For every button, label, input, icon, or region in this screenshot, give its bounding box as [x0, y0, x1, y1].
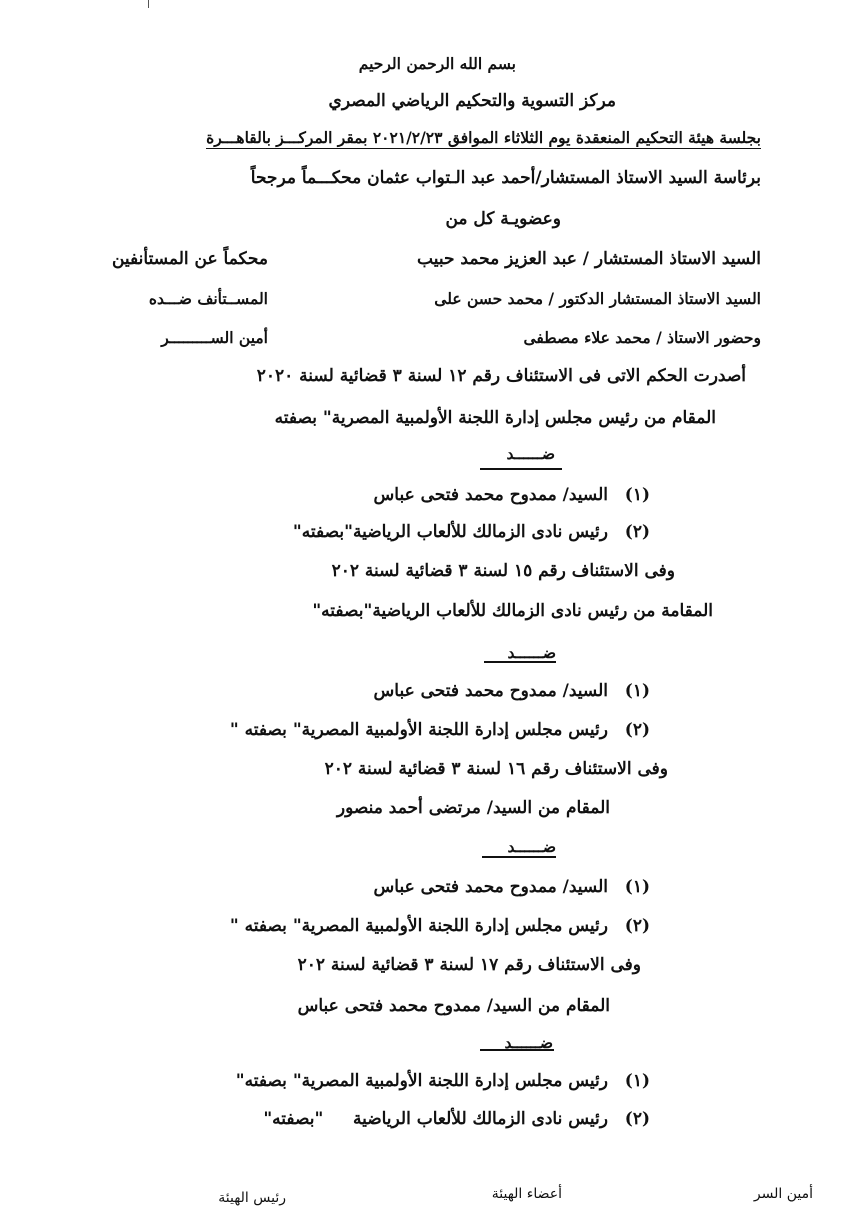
panel-member-role: المســتأنف ضـــده [148, 289, 268, 308]
respondent-number: (١) [624, 681, 650, 701]
against-label: ضــــــد [507, 837, 556, 856]
respondent-text: السيد/ ممدوح محمد فتحى عباس [373, 877, 608, 897]
respondent-number: (١) [624, 485, 650, 505]
presidency-line: برئاسة السيد الاستاذ المستشار/أحمد عبد الـتواب عثمان محكـــماً مرجحاً [250, 168, 761, 188]
against-underline [482, 856, 556, 858]
center-name: مركز التسوية والتحكيم الرياضي المصري [328, 91, 616, 111]
respondent-item [374, 683, 650, 700]
appeal-appellant: المقام من رئيس مجلس إدارة اللجنة الأولمبية المصرية" بصفته [274, 408, 716, 428]
respondent-text: السيد/ ممدوح محمد فتحى عباس [373, 681, 608, 701]
respondent-number: (٢) [624, 522, 650, 542]
footer-members: أعضاء الهيئة [491, 1186, 562, 1202]
margin-tick [148, 0, 149, 8]
respondent-item [374, 879, 650, 896]
appeal-appellant: المقامة من رئيس نادى الزمالك للألعاب الرياضية"بصفته" [312, 601, 713, 621]
respondent-number: (١) [624, 1071, 650, 1091]
basmala: بسم الله الرحمن الرحيم [358, 54, 516, 73]
respondent-text: رئيس مجلس إدارة اللجنة الأولمبية المصرية" بصفته " [229, 916, 608, 936]
respondent-number: (١) [624, 877, 650, 897]
respondent-text: السيد/ ممدوح محمد فتحى عباس [373, 485, 608, 505]
against-underline [480, 1049, 554, 1051]
appeal-appellant: المقام من السيد/ مرتضى أحمد منصور [336, 798, 610, 818]
footer-president: رئيس الهيئة [218, 1190, 286, 1206]
against-label: ضــــــد [507, 643, 556, 662]
respondent-number: (٢) [624, 720, 650, 740]
respondent-item [230, 722, 650, 739]
appeal-heading: أصدرت الحكم الاتى فى الاستئناف رقم ١٢ لسنة ٣ قضائية لسنة ٢٠٢٠ [256, 366, 746, 386]
membership-line: وعضويـة كل من [445, 209, 561, 229]
respondent-number: (٢) [624, 916, 650, 936]
respondent-item [236, 1073, 650, 1090]
appeal-appellant: المقام من السيد/ ممدوح محمد فتحى عباس [297, 996, 610, 1016]
respondent-text: رئيس مجلس إدارة اللجنة الأولمبية المصرية" بصفته" [235, 1071, 608, 1091]
session-line: بجلسة هيئة التحكيم المنعقدة يوم الثلاثاء الموافق ٢٠٢١/٢/٢٣ بمقر المركـــز بالقاهـــرة [206, 128, 761, 147]
appeal-heading: وفى الاستئناف رقم ١٦ لسنة ٣ قضائية لسنة ٢٠٢ [324, 759, 668, 779]
against-label: ضــــــد [506, 444, 555, 463]
panel-member-name: السيد الاستاذ المستشار الدكتور / محمد حسن على [434, 289, 761, 308]
footer-secretary: أمين السر [753, 1186, 813, 1202]
respondent-text: رئيس نادى الزمالك للألعاب الرياضية "بصفته" [263, 1109, 608, 1129]
respondent-text: رئيس مجلس إدارة اللجنة الأولمبية المصرية" بصفته " [229, 720, 608, 740]
respondent-item [293, 524, 650, 541]
respondent-item [230, 918, 650, 935]
secretary-name: وحضور الاستاذ / محمد علاء مصطفى [523, 328, 761, 347]
panel-member-role: محكماً عن المستأنفين [111, 249, 268, 269]
appeal-heading: وفى الاستئناف رقم ١٧ لسنة ٣ قضائية لسنة ٢٠٢ [297, 955, 641, 975]
respondent-number: (٢) [624, 1109, 650, 1129]
against-underline [484, 661, 556, 663]
respondent-item [374, 487, 650, 504]
appeal-heading: وفى الاستئناف رقم ١٥ لسنة ٣ قضائية لسنة ٢٠٢ [331, 561, 675, 581]
respondent-text: رئيس نادى الزمالك للألعاب الرياضية"بصفته" [292, 522, 608, 542]
against-label: ضــــــد [504, 1033, 553, 1052]
against-underline [480, 468, 562, 470]
secretary-role: أمين الســـــــــر [161, 328, 268, 347]
panel-member-name: السيد الاستاذ المستشار / عبد العزيز محمد حبيب [417, 249, 761, 269]
respondent-item [263, 1111, 650, 1128]
